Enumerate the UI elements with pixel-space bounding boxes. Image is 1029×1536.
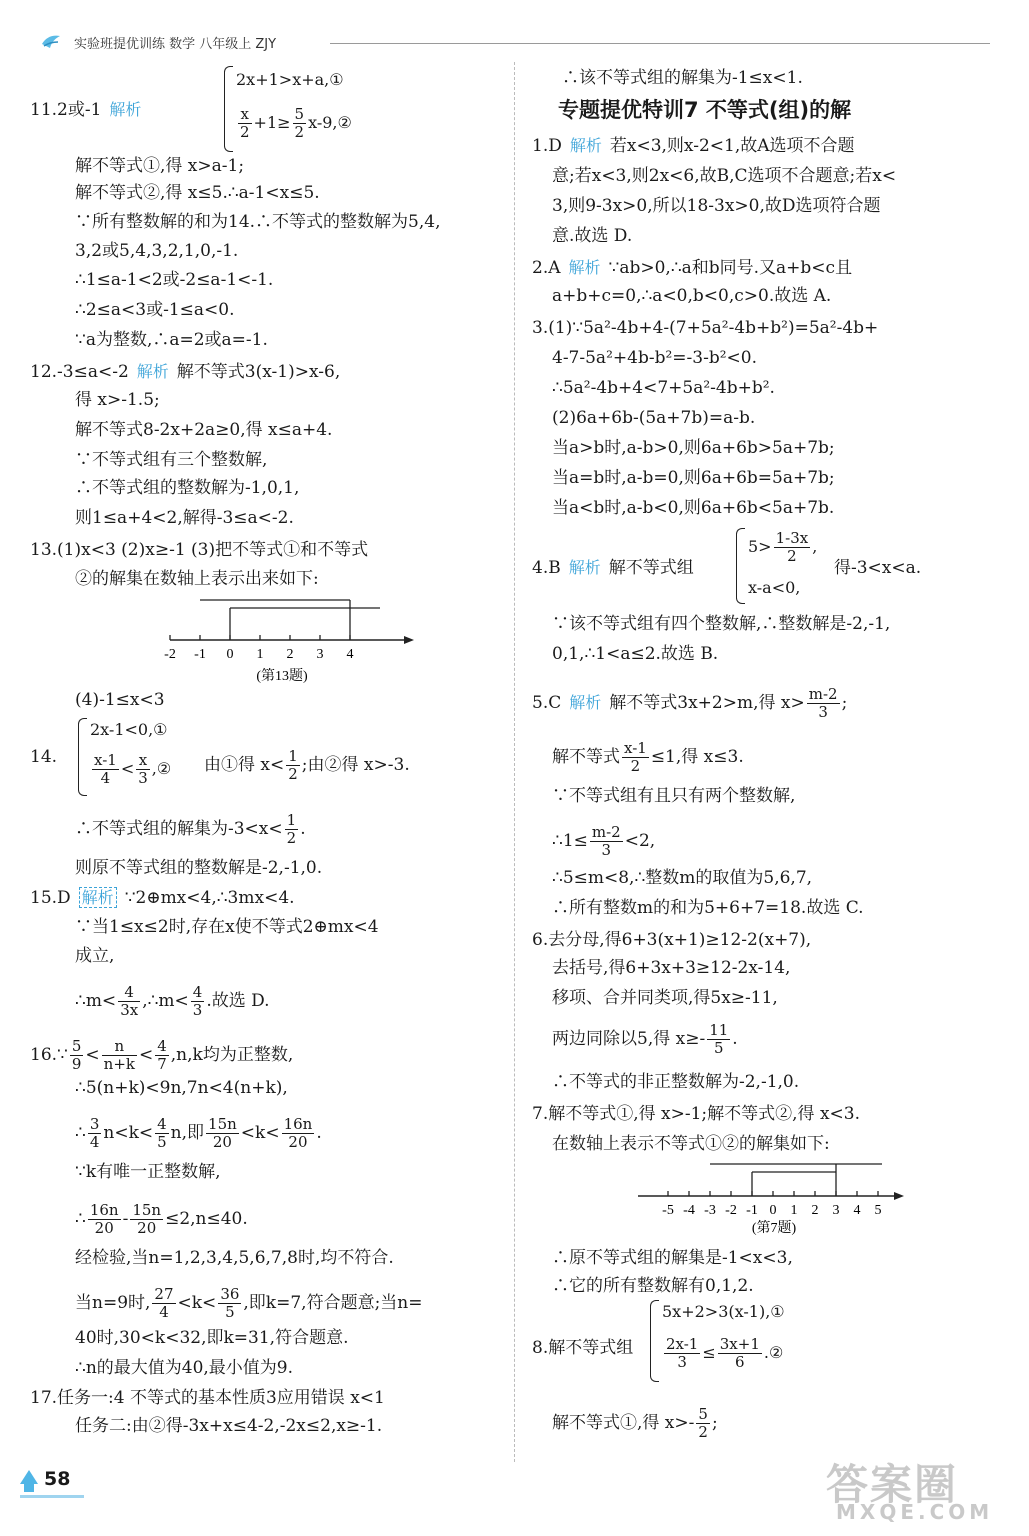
column-divider xyxy=(514,62,515,1462)
q12-line: ∵不等式组有三个整数解, xyxy=(75,450,268,470)
r-q6-line: 去括号,得6+3x+3≥12-2x-14, xyxy=(552,958,791,978)
number-line-tick-label: 2 xyxy=(811,1203,819,1218)
r-q3-line: 当a=b时,a-b=0,则6a+6b=5a+7b; xyxy=(552,468,835,488)
r-q1-line: 3,则9-3x>0,所以18-3x>0,故D选项符合题 xyxy=(552,196,881,216)
q12-line: 得 x>-1.5; xyxy=(75,390,160,410)
r-q7-line: 在数轴上表示不等式①②的解集如下: xyxy=(552,1134,830,1154)
r-q4-line: ∵该不等式组有四个整数解,∴整数解是-2,-1, xyxy=(552,614,891,634)
number-line-tick-label: 1 xyxy=(256,647,264,662)
q14-number: 14. xyxy=(30,747,58,767)
q11-inequality-system: 2x+1>x+a,① $\frac{x}{2}$ +1≥ $\frac{5}{2}$ x-9,② xyxy=(224,66,504,152)
q11-line: 解不等式①,得 x>a-1; xyxy=(75,156,245,176)
q12-line: ∴不等式组的整数解为-1,0,1, xyxy=(75,478,300,498)
number-line-tick-label: 5 xyxy=(874,1203,882,1218)
r-q7-line: 7.解不等式①,得 x>-1;解不等式②,得 x<3. xyxy=(532,1104,861,1124)
right-top-line: ∴该不等式组的解集为-1≤x<1. xyxy=(562,68,803,88)
r-q3-line: 当a>b时,a-b>0,则6a+6b>5a+7b; xyxy=(552,438,835,458)
number-line-tick-label: 4 xyxy=(346,647,354,662)
r-q6-line: 6.去分母,得6+3(x+1)≥12-2(x+7), xyxy=(532,930,812,950)
book-logo-icon xyxy=(40,32,62,50)
analysis-tag: 解析 xyxy=(79,887,117,908)
q13-line: 13.(1)x<3 (2)x≥-1 (3)把不等式①和不等式 xyxy=(30,540,369,560)
page-number: 58 xyxy=(20,1466,84,1498)
q12-line: 则1≤a+4<2,解得-3≤a<-2. xyxy=(75,508,294,528)
number-line-tick-label: 2 xyxy=(286,647,294,662)
number-line-tick-label: -1 xyxy=(194,647,206,662)
q7-number-line xyxy=(632,1158,912,1238)
q16-line: 当n=9时, $\frac{27}{4}$ <k< $\frac{36}{5}$ ,即k=7,符合题意;当n= xyxy=(75,1285,423,1321)
q16-line: ∴5(n+k)<9n,7n<4(n+k), xyxy=(75,1078,288,1098)
r-q2-answer-line: 2.A 解析 ∵ab>0,∴a和b同号.又a+b<c且 xyxy=(532,258,853,278)
r-q3-line: ∴5a²-4b+4<7+5a²-4b+b². xyxy=(552,378,775,398)
q11-line: ∵所有整数解的和为14.∴不等式的整数解为5,4, xyxy=(75,212,441,232)
header-rule xyxy=(330,43,990,44)
section-heading: 专题提优特训7 不等式(组)的解 xyxy=(558,98,852,122)
r-q5-line: ∴1≤ $\frac{m-2}{3}$ <2, xyxy=(552,823,656,859)
q15-line: ∴m< $\frac{4}{3x}$ ,∴m< $\frac{4}{3}$ .故选 D. xyxy=(75,983,270,1019)
number-line-tick-label: -3 xyxy=(704,1203,716,1218)
q15-line: ∵当1≤x≤2时,存在x使不等式2⊕mx<4 xyxy=(75,917,379,937)
q13-caption: (第13题) xyxy=(256,669,308,684)
r-q1-line: 意;若x<3,则2x<6,故B,C选项不合题意;若x< xyxy=(552,166,897,186)
number-line-tick-label: 1 xyxy=(790,1203,798,1218)
number-line-tick-label: -2 xyxy=(725,1203,737,1218)
r-q4-answer-line: 4.B 解析 解不等式组 xyxy=(532,558,694,578)
q16-line: ∴ $\frac{3}{4}$ n<k< $\frac{4}{5}$ n,即 $\frac{15n}{20}$ <k< $\frac{16n}{20}$ . xyxy=(75,1115,322,1151)
q11-line: 解不等式②,得 x≤5.∴a-1<x≤5. xyxy=(75,183,320,203)
r-q6-line: ∴不等式的非正整数解为-2,-1,0. xyxy=(552,1072,800,1092)
r-q7-line: ∴它的所有整数解有0,1,2. xyxy=(552,1276,754,1296)
q7-caption: (第7题) xyxy=(751,1221,797,1236)
r-q7-line: ∴原不等式组的解集是-1<x<3, xyxy=(552,1248,793,1268)
q16-line: ∵k有唯一正整数解, xyxy=(75,1162,221,1182)
r-q3-line: 当a<b时,a-b<0,则6a+6b<5a+7b. xyxy=(552,498,835,518)
analysis-tag: 解析 xyxy=(569,136,602,155)
page-header xyxy=(40,30,990,56)
number-line-tick-label: 0 xyxy=(769,1203,777,1218)
q15-answer-line: 15.D 解析 ∵2⊕mx<4,∴3mx<4. xyxy=(30,888,295,908)
r-q4-result: 得-3<x<a. xyxy=(834,558,922,578)
q11-answer-line: 11.2或-1 解析 xyxy=(30,100,142,120)
q11-line: ∴1≤a-1<2或-2≤a-1<-1. xyxy=(75,270,274,290)
book-title: 实验班提优训练 数学 八年级上 ZJY xyxy=(74,37,277,52)
q12-line: 解不等式8-2x+2a≥0,得 x≤a+4. xyxy=(75,420,333,440)
analysis-tag: 解析 xyxy=(568,558,601,577)
analysis-tag: 解析 xyxy=(568,258,601,277)
r-q3-line: 3.(1)∵5a²-4b+4-(7+5a²-4b+b²)=5a²-4b+ xyxy=(532,318,879,338)
q14-line: 则原不等式组的整数解是-2,-1,0. xyxy=(75,858,323,878)
q12-answer-line: 12.-3≤a<-2 解析 解不等式3(x-1)>x-6, xyxy=(30,362,341,382)
number-line-tick-label: 3 xyxy=(316,647,324,662)
number-line-tick-label: 3 xyxy=(832,1203,840,1218)
r-q5-line: ∴5≤m<8,∴整数m的取值为5,6,7, xyxy=(552,868,813,888)
r-q8-line: 解不等式①,得 x>- $\frac{5}{2}$ ; xyxy=(552,1405,718,1441)
q13-number-line xyxy=(164,596,420,686)
system-brace xyxy=(736,528,745,604)
r-q8-inequality-system: 5x+2>3(x-1),① $\frac{2x-1}{3}$ ≤ $\frac{3x+1}{6}$ .② xyxy=(650,1300,870,1382)
r-q3-line: 4-7-5a²+4b-b²=-3-b²<0. xyxy=(552,348,757,368)
number-line-tick-label: -1 xyxy=(746,1203,758,1218)
r-q1-answer-line: 1.D 解析 若x<3,则x-2<1,故A选项不合题 xyxy=(532,136,855,156)
q11-line: ∵a为整数,∴a=2或a=-1. xyxy=(75,330,268,350)
r-q5-line: 解不等式 $\frac{x-1}{2}$ ≤1,得 x≤3. xyxy=(552,739,744,775)
r-q2-line: a+b+c=0,∴a<0,b<0,c>0.故选 A. xyxy=(552,286,832,306)
q16-line: ∴ $\frac{16n}{20}$ - $\frac{15n}{20}$ ≤2,n≤40. xyxy=(75,1201,248,1237)
number-line-tick-label: 0 xyxy=(226,647,234,662)
r-q6-line: 两边同除以5,得 x≥- $\frac{11}{5}$ . xyxy=(552,1021,738,1057)
r-q6-line: 移项、合并同类项,得5x≥-11, xyxy=(552,988,778,1008)
system-brace xyxy=(650,1300,659,1382)
q16-line: 40时,30<k<32,即k=31,符合题意. xyxy=(75,1328,349,1348)
r-q5-line: ∵不等式组有且只有两个整数解, xyxy=(552,786,796,806)
number-line-tick-label: -4 xyxy=(683,1203,695,1218)
q15-line: 成立, xyxy=(75,946,115,966)
number-line-tick-label: 4 xyxy=(853,1203,861,1218)
q17-line: 17.任务一:4 不等式的基本性质3应用错误 x<1 xyxy=(30,1388,385,1408)
r-q4-line: 0,1,∴1<a≤2.故选 B. xyxy=(552,644,719,664)
r-q3-line: (2)6a+6b-(5a+7b)=a-b. xyxy=(552,408,756,428)
r-q8-lead: 8.解不等式组 xyxy=(532,1338,634,1358)
system-brace xyxy=(224,66,233,152)
r-q5-line: ∴所有整数m的和为5+6+7=18.故选 C. xyxy=(552,898,864,918)
q16-line: ∴n的最大值为40,最小值为9. xyxy=(75,1358,294,1378)
analysis-tag: 解析 xyxy=(109,100,142,119)
r-q1-line: 意.故选 D. xyxy=(552,226,633,246)
q11-line: 3,2或5,4,3,2,1,0,-1. xyxy=(75,241,239,261)
number-line-tick-label: -2 xyxy=(164,647,176,662)
watermark: 答案圈 MXQE.COM xyxy=(826,1460,994,1524)
q16-line: 经检验,当n=1,2,3,4,5,6,7,8时,均不符合. xyxy=(75,1248,394,1268)
q14-line: ∴不等式组的解集为-3<x< $\frac{1}{2}$ . xyxy=(75,811,306,847)
q11-line: ∴2≤a<3或-1≤a<0. xyxy=(75,300,235,320)
q13-line: (4)-1≤x<3 xyxy=(75,690,165,710)
analysis-tag: 解析 xyxy=(569,693,602,712)
q13-line: ②的解集在数轴上表示出来如下: xyxy=(75,569,319,589)
q16-line: 16.∵ $\frac{5}{9}$ < $\frac{n}{n+k}$ < $\frac{4}{7}$ ,n,k均为正整数, xyxy=(30,1037,294,1073)
r-q4-inequality-system: 5> $\frac{1-3x}{2}$ , x-a<0, xyxy=(736,528,856,604)
q14-line: 由①得 x< $\frac{1}{2}$ ;由②得 x>-3. xyxy=(204,747,410,783)
q17-line: 任务二:由②得-3x+x≤4-2,-2x≤2,x≥-1. xyxy=(75,1416,383,1436)
number-line-tick-label: -5 xyxy=(662,1203,674,1218)
analysis-tag: 解析 xyxy=(136,362,169,381)
r-q5-answer-line: 5.C 解析 解不等式3x+2>m,得 x> $\frac{m-2}{3}$ ; xyxy=(532,685,848,721)
system-brace xyxy=(78,718,87,796)
q14-inequality-system: 2x-1<0,① $\frac{x-1}{4}$ < $\frac{x}{3}$ ,② xyxy=(78,718,278,796)
